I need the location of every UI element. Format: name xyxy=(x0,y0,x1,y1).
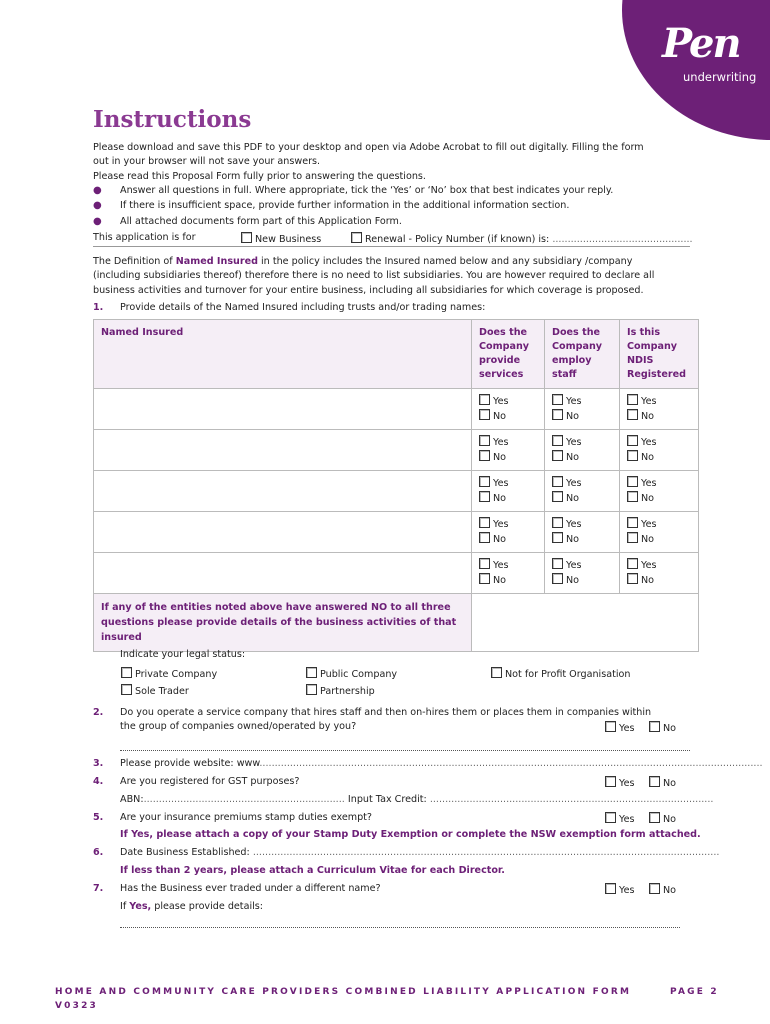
q4-no[interactable]: No xyxy=(649,776,676,789)
staff-yes-no: Yes No xyxy=(545,471,620,512)
no-checkbox[interactable] xyxy=(552,409,563,420)
no-checkbox[interactable] xyxy=(649,812,660,823)
sole-trader-checkbox[interactable] xyxy=(121,684,132,695)
named-insured-table xyxy=(93,319,699,652)
yes-checkbox[interactable] xyxy=(627,558,638,569)
ndis-yes-no: Yes No xyxy=(620,553,699,594)
question-3: Please provide website: www..................................................................................................................................................................... xyxy=(120,758,763,769)
footer-page: PAGE 2 xyxy=(670,987,719,997)
services-yes-no: Yes No xyxy=(472,553,545,594)
no-checkbox[interactable] xyxy=(479,409,490,420)
question-2-text-2: the group of companies owned/operated by you? xyxy=(120,721,357,732)
divider xyxy=(93,246,690,247)
yes-checkbox[interactable] xyxy=(479,476,490,487)
no-checkbox[interactable] xyxy=(627,450,638,461)
yes-checkbox[interactable] xyxy=(627,435,638,446)
no-checkbox[interactable] xyxy=(552,491,563,502)
no-checkbox[interactable] xyxy=(627,491,638,502)
new-business-option[interactable]: New Business xyxy=(241,232,321,245)
ndis-yes-no: Yes No xyxy=(620,512,699,553)
no-checkbox[interactable] xyxy=(627,573,638,584)
ndis-yes-no: Yes No xyxy=(620,471,699,512)
yes-checkbox[interactable] xyxy=(479,558,490,569)
partnership-checkbox[interactable] xyxy=(306,684,317,695)
pen-logo: Pen xyxy=(662,20,740,67)
services-yes-no: Yes No xyxy=(472,471,545,512)
date-established-field[interactable]: ......................................................................................................................................................... xyxy=(252,847,720,858)
question-number: 7. xyxy=(93,883,104,894)
renewal-policy-field[interactable]: .............................................. xyxy=(552,234,693,245)
logo-subtitle: underwriting xyxy=(683,70,757,84)
legal-private-company[interactable]: Private Company xyxy=(121,667,217,680)
renewal-option[interactable]: Renewal - Policy Number (if known) is: .............................................. xyxy=(351,232,693,245)
yes-checkbox[interactable] xyxy=(627,476,638,487)
q5-no[interactable]: No xyxy=(649,812,676,825)
question-5-text: Are your insurance premiums stamp duties exempt? xyxy=(120,812,373,823)
no-checkbox[interactable] xyxy=(627,532,638,543)
question-number: 2. xyxy=(93,707,104,718)
no-checkbox[interactable] xyxy=(649,883,660,894)
yes-checkbox[interactable] xyxy=(479,517,490,528)
no-checkbox[interactable] xyxy=(552,573,563,584)
q5-yes[interactable]: Yes xyxy=(605,812,635,825)
yes-checkbox[interactable] xyxy=(627,394,638,405)
question-number: 5. xyxy=(93,812,104,823)
named-insured-input[interactable] xyxy=(94,430,472,471)
named-insured-input[interactable] xyxy=(94,471,472,512)
page-title: Instructions xyxy=(93,106,252,133)
question-number: 3. xyxy=(93,758,104,769)
yes-checkbox[interactable] xyxy=(627,517,638,528)
intro-line-3: Please read this Proposal Form fully prior to answering the questions. xyxy=(93,171,426,182)
application-for-label: This application is for xyxy=(93,232,196,243)
legal-status-label: Indicate your legal status: xyxy=(120,649,246,660)
no-checkbox[interactable] xyxy=(627,409,638,420)
header-provide-services: Does the Company provide services xyxy=(472,320,545,389)
legal-sole-trader[interactable]: Sole Trader xyxy=(121,684,189,697)
header-ndis-registered: Is this Company NDIS Registered xyxy=(620,320,699,389)
question-7-text: Has the Business ever traded under a different name? xyxy=(120,883,381,894)
definition-line-2: (including subsidiaries thereof) therefore there is no need to list subsidiaries. You are however required to declare all xyxy=(93,270,655,281)
services-yes-no: Yes No xyxy=(472,512,545,553)
services-yes-no: Yes No xyxy=(472,430,545,471)
yes-checkbox[interactable] xyxy=(605,812,616,823)
question-2-text-1: Do you operate a service company that hires staff and then on-hires them or places them in companies within xyxy=(120,707,652,718)
staff-yes-no: Yes No xyxy=(545,512,620,553)
header-employ-staff: Does the Company employ staff xyxy=(545,320,620,389)
yes-checkbox[interactable] xyxy=(552,476,563,487)
staff-yes-no: Yes No xyxy=(545,389,620,430)
abn-row: ABN:.................................................................. Input Tax Credit: ............................................................................................. xyxy=(120,794,714,805)
yes-checkbox[interactable] xyxy=(552,517,563,528)
yes-checkbox[interactable] xyxy=(552,435,563,446)
private-company-checkbox[interactable] xyxy=(121,667,132,678)
input-tax-credit-field[interactable]: ............................................................................................. xyxy=(429,794,714,805)
question-4-text: Are you registered for GST purposes? xyxy=(120,776,300,787)
yes-checkbox[interactable] xyxy=(605,883,616,894)
q7-details-line[interactable] xyxy=(120,927,680,928)
q7-yes[interactable]: Yes xyxy=(605,883,635,896)
question-number: 6. xyxy=(93,847,104,858)
no-checkbox[interactable] xyxy=(649,721,660,732)
q7-no[interactable]: No xyxy=(649,883,676,896)
legal-partnership[interactable]: Partnership xyxy=(306,684,375,697)
website-field[interactable]: ..................................................................................................................................................................... xyxy=(259,758,763,769)
yes-checkbox[interactable] xyxy=(479,394,490,405)
no-checkbox[interactable] xyxy=(649,776,660,787)
ndis-yes-no: Yes No xyxy=(620,389,699,430)
staff-yes-no: Yes No xyxy=(545,553,620,594)
staff-yes-no: Yes No xyxy=(545,430,620,471)
q2-yes[interactable]: Yes xyxy=(605,721,635,734)
q7-details-label: If Yes, please provide details: xyxy=(120,901,264,912)
public-company-checkbox[interactable] xyxy=(306,667,317,678)
not-for-profit-checkbox[interactable] xyxy=(491,667,502,678)
renewal-checkbox[interactable] xyxy=(351,232,362,243)
legal-not-for-profit[interactable]: Not for Profit Organisation xyxy=(491,667,630,680)
named-insured-input[interactable] xyxy=(94,389,472,430)
services-yes-no: Yes No xyxy=(472,389,545,430)
no-checkbox[interactable] xyxy=(552,450,563,461)
no-checkbox[interactable] xyxy=(479,450,490,461)
footer-title: HOME AND COMMUNITY CARE PROVIDERS COMBINED LIABILITY APPLICATION FORM xyxy=(55,987,632,997)
new-business-checkbox[interactable] xyxy=(241,232,252,243)
question-number: 4. xyxy=(93,776,104,787)
cv-note: If less than 2 years, please attach a Curriculum Vitae for each Director. xyxy=(120,865,505,876)
q4-yes[interactable]: Yes xyxy=(605,776,635,789)
yes-checkbox[interactable] xyxy=(605,721,616,732)
yes-checkbox[interactable] xyxy=(552,558,563,569)
yes-checkbox[interactable] xyxy=(479,435,490,446)
q2-details-line[interactable] xyxy=(120,750,690,751)
business-activities-note: If any of the entities noted above have answered NO to all three questions please provide details of the business activities of that insured xyxy=(94,594,472,652)
named-insured-input[interactable] xyxy=(94,512,472,553)
q2-no[interactable]: No xyxy=(649,721,676,734)
no-checkbox[interactable] xyxy=(552,532,563,543)
legal-public-company[interactable]: Public Company xyxy=(306,667,397,680)
intro-line-2: out in your browser will not save your answers. xyxy=(93,156,321,167)
abn-field[interactable]: .................................................................. xyxy=(143,794,345,805)
no-checkbox[interactable] xyxy=(479,532,490,543)
intro-line-1: Please download and save this PDF to your desktop and open via Adobe Acrobat to fill out digitally. Filling the form xyxy=(93,142,644,153)
question-6: Date Business Established: ......................................................................................................................................................... xyxy=(120,847,720,858)
definition-line-3: business activities and turnover for your entire business, including all subsidiaries for which coverage is proposed. xyxy=(93,285,644,296)
question-number: 1. xyxy=(93,302,104,313)
named-insured-input[interactable] xyxy=(94,553,472,594)
yes-checkbox[interactable] xyxy=(605,776,616,787)
no-checkbox[interactable] xyxy=(479,491,490,502)
footer-version: V0323 xyxy=(55,1001,99,1011)
question-1-text: Provide details of the Named Insured including trusts and/or trading names: xyxy=(120,302,486,313)
business-activities-input[interactable] xyxy=(472,594,699,652)
stamp-duty-note: If Yes, please attach a copy of your Stamp Duty Exemption or complete the NSW exemption form attached. xyxy=(120,829,701,840)
ndis-yes-no: Yes No xyxy=(620,430,699,471)
definition-line-1: The Definition of Named Insured in the policy includes the Insured named below and any subsidiary /company xyxy=(93,256,633,267)
no-checkbox[interactable] xyxy=(479,573,490,584)
yes-checkbox[interactable] xyxy=(552,394,563,405)
header-named-insured: Named Insured xyxy=(94,320,472,389)
